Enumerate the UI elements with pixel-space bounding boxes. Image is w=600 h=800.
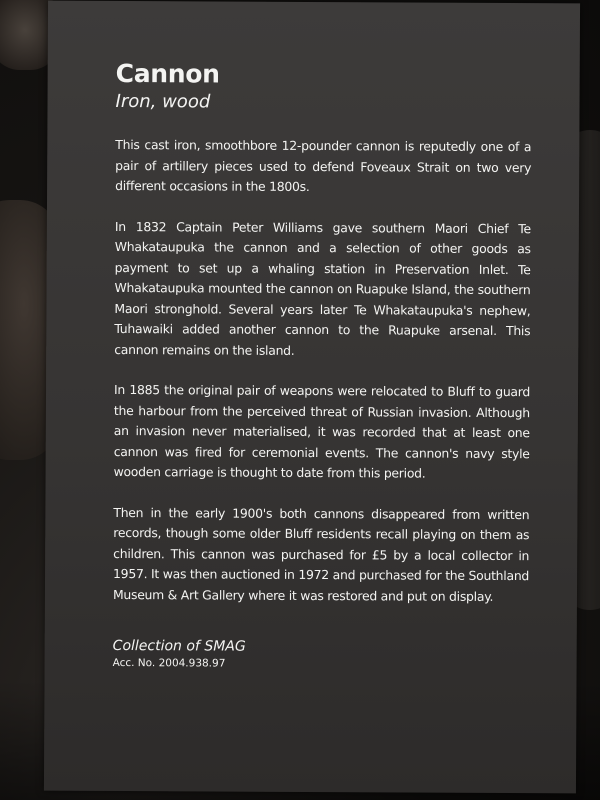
- placard-paragraph-1: This cast iron, smoothbore 12-pounder cannon is reputedly one of a pair of artillery pieces used to defend Foveaux Strait on two very different occasions in the 1800s.: [115, 136, 532, 194]
- exhibit-placard: [44, 1, 580, 794]
- placard-subtitle: Iron, wood: [115, 90, 211, 113]
- placard-paragraph-4: Then in the early 1900's both cannons disappeared from written records, though some older Bluff residents recall playing on them as children. This cannon was purchased for £5 by a local collector in 1957. It was then auctioned in 1972 and purchased for the Southland Museum & Art Gallery where it was restored and put on display.: [112, 504, 530, 604]
- placard-title: Cannon: [115, 58, 220, 89]
- accession-number: Acc. No. 2004.938.97: [112, 656, 226, 670]
- placard-paragraph-2: In 1832 Captain Peter Williams gave southern Maori Chief Te Whakataupuka the cannon and a selection of other goods as payment to set up a whaling station in Preservation Inlet. Te Whakataupuka mounted the cannon on Ruapuke Island, the southern Maori stronghold. Several years later Te Whakataupuka's nephew, Tuhawaiki added another cannon to the Ruapuke arsenal. This cannon remains on the island.: [114, 218, 531, 358]
- collection-credit: Collection of SMAG: [112, 637, 246, 655]
- placard-paragraph-3: In 1885 the original pair of weapons were relocated to Bluff to guard the harbour from the perceived threat of Russian invasion. Although an invasion never materialised, it was recorded that at least one cannon was fired for ceremonial events. The cannon's navy style wooden carriage is thought to date from this period.: [113, 381, 531, 481]
- placard-text-block: [113, 59, 532, 672]
